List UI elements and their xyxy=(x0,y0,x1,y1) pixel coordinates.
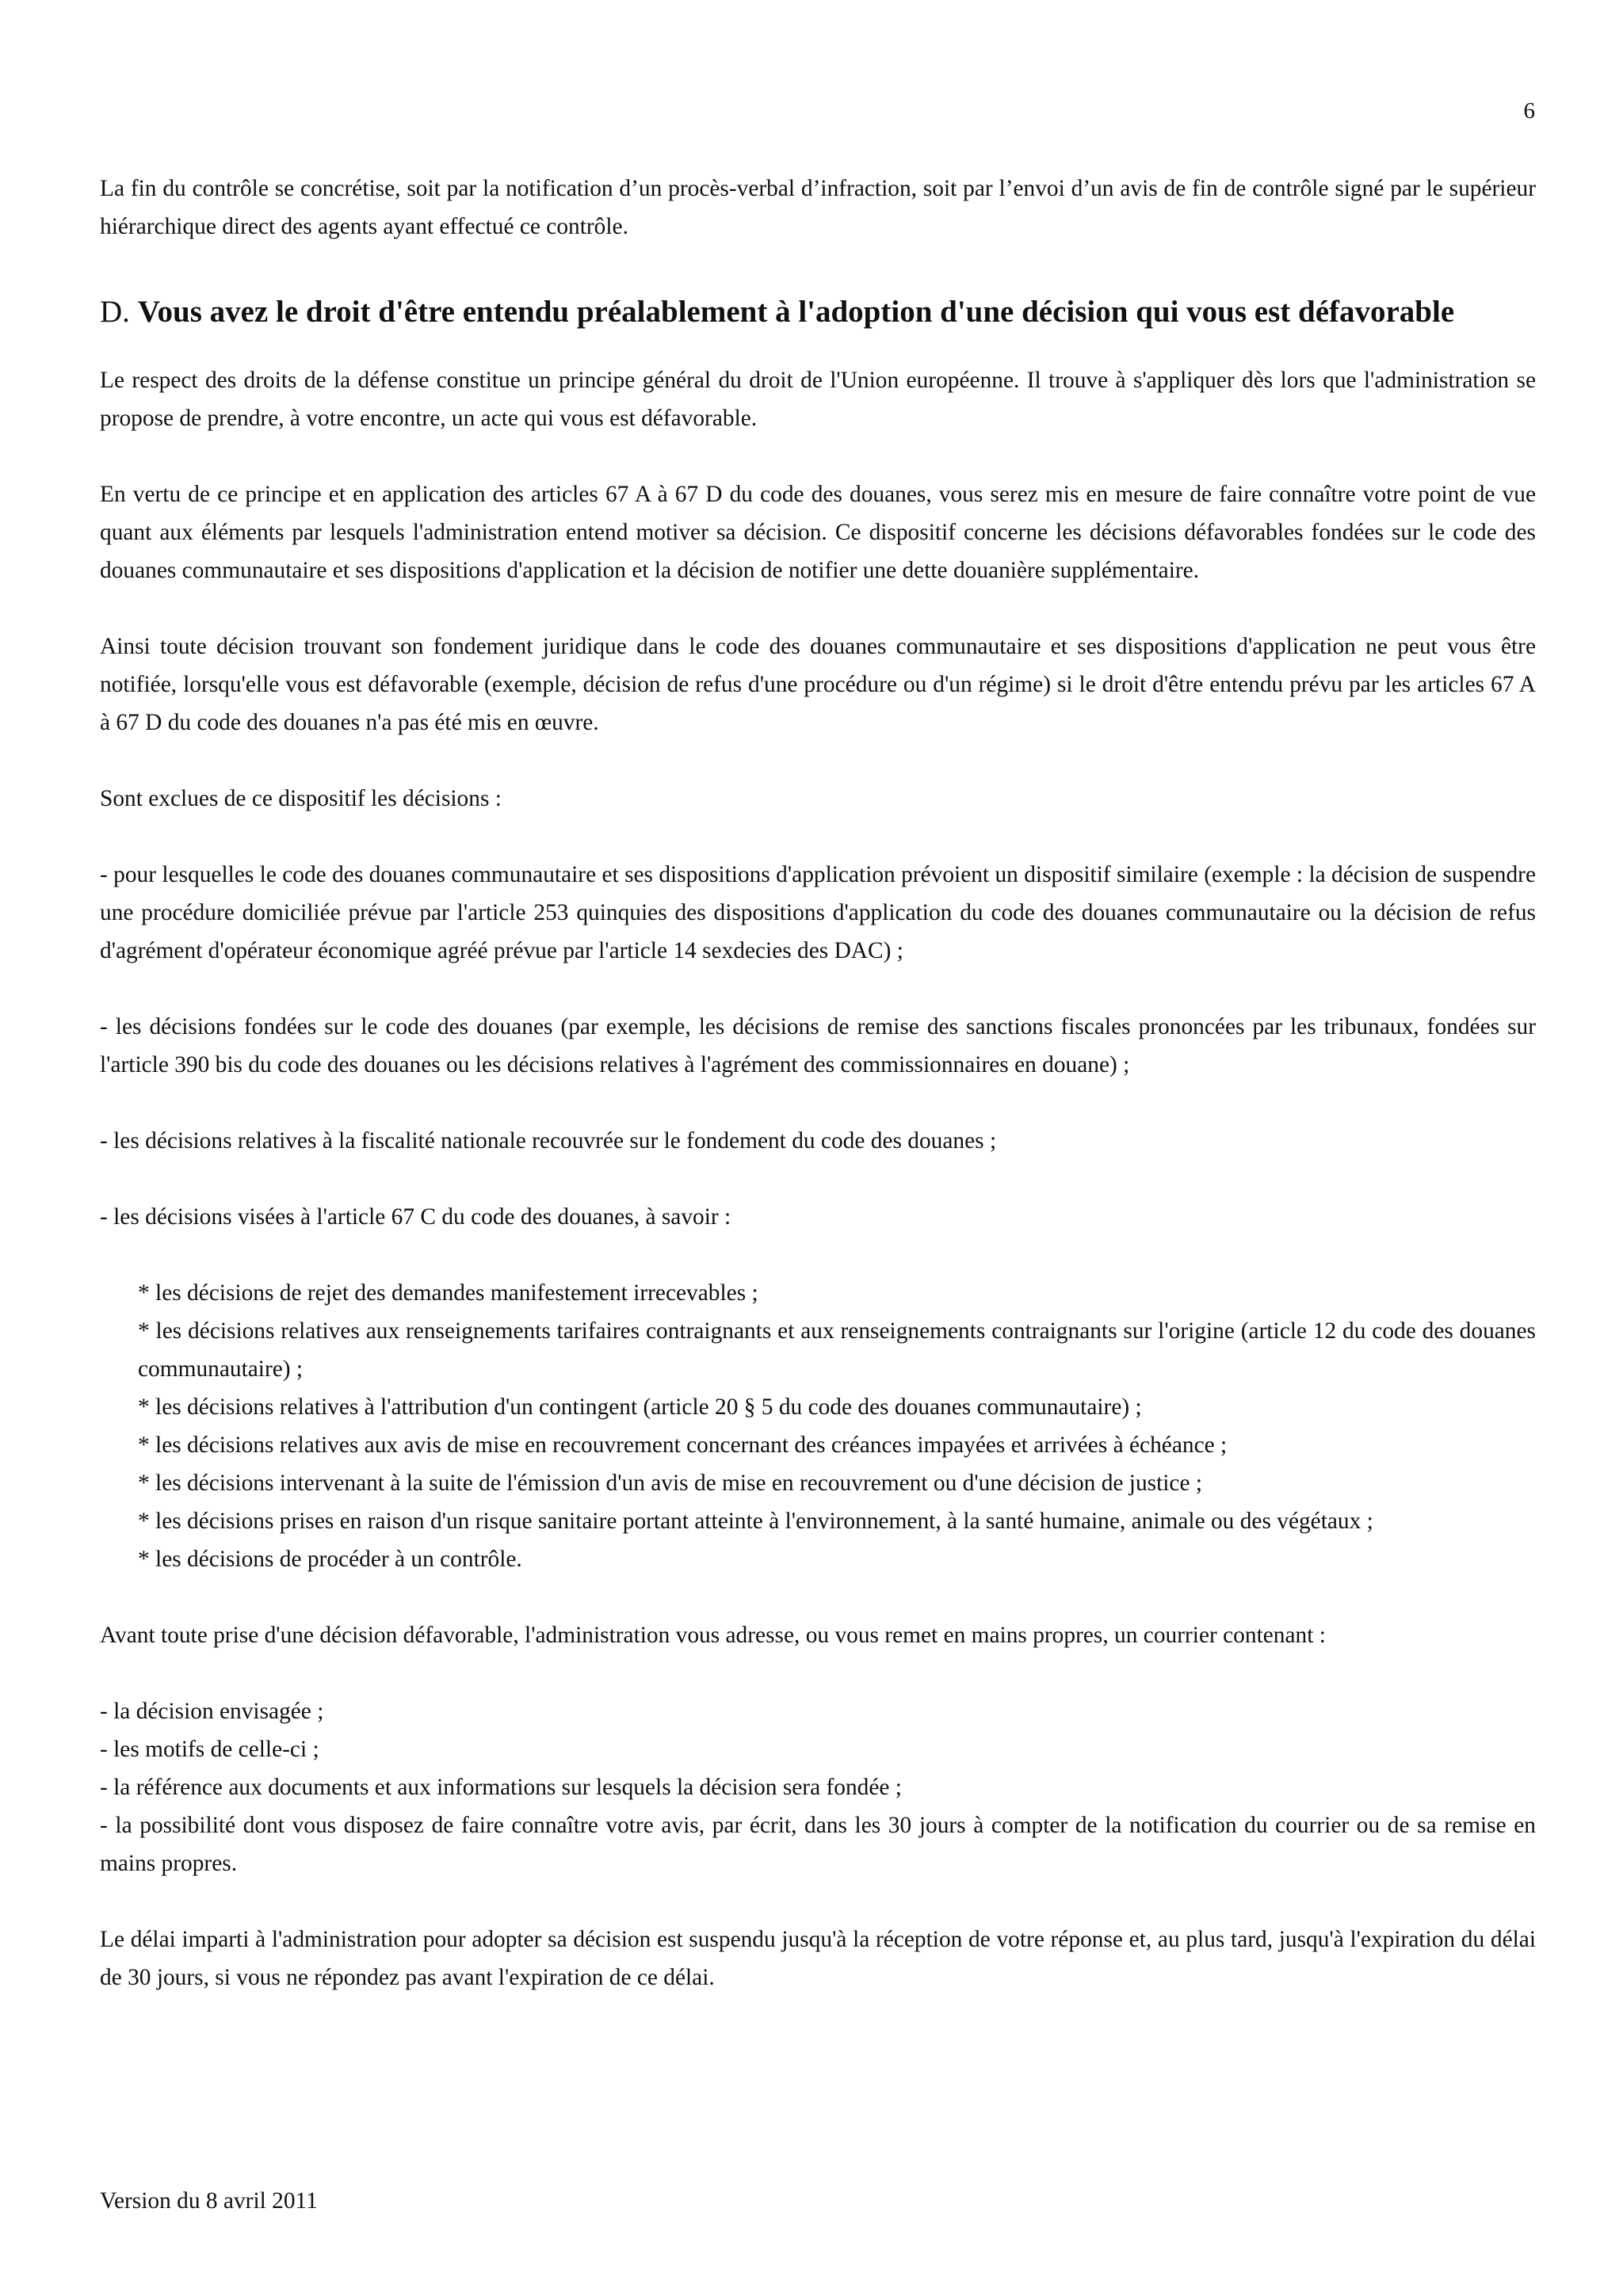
list-item: * les décisions de rejet des demandes manifestement irrecevables ; xyxy=(138,1280,758,1306)
list-item: - la référence aux documents et aux informations sur lesquels la décision sera fondée ; xyxy=(100,1775,902,1800)
list-item: * les décisions prises en raison d'un risque sanitaire portant atteinte à l'environnement, à la santé humaine, animale ou des végétaux ; xyxy=(138,1508,1373,1534)
list-item: - la décision envisagée ; xyxy=(100,1699,324,1724)
exclusion-item: - les décisions fondées sur le code des douanes (par exemple, les décisions de remise des sanctions fiscales prononcées par les tribunaux, fondées sur l'article 390 bis du code des douanes ou les décisions relatives à l'agrément des commissionnaires en douane) ; xyxy=(100,1014,1536,1077)
exclusion-item: - les décisions relatives à la fiscalité nationale recouvrée sur le fondement du code des douanes ; xyxy=(100,1128,997,1154)
list-item: * les décisions relatives aux avis de mise en recouvrement concernant des créances impayées et arrivées à échéance ; xyxy=(138,1432,1228,1458)
closing-paragraph: Le délai imparti à l'administration pour adopter sa décision est suspendu jusqu'à la réception de votre réponse et, au plus tard, jusqu'à l'expiration du délai de 30 jours, si vous ne répondez pas avant l'expiration de ce délai. xyxy=(100,1927,1536,1990)
paragraph-articles-67: En vertu de ce principe et en application des articles 67 A à 67 D du code des douanes, vous serez mis en mesure de faire connaître votre point de vue quant aux éléments par lesquels l'administration entend motiver sa décision. Ce dispositif concerne les décisions défavorables fondées sur le code des douanes communautaire et ses dispositions d'application et la décision de notifier une dette douanière supplémentaire. xyxy=(100,482,1536,583)
exclusion-item: - pour lesquelles le code des douanes communautaire et ses dispositions d'application prévoient un dispositif similaire (exemple : la décision de suspendre une procédure domiciliée prévue par l'article 253 quinquies des dispositions d'application du code des douanes communautaire ou la décision de refus d'agrément d'opérateur économique agréé prévue par l'article 14 sexdecies des DAC) ; xyxy=(100,862,1536,963)
article-67c-list xyxy=(100,1274,1536,1578)
list-item: * les décisions intervenant à la suite de l'émission d'un avis de mise en recouvrement ou d'une décision de justice ; xyxy=(138,1470,1203,1496)
paragraph-exclusions-intro: Sont exclues de ce dispositif les décisions : xyxy=(100,786,502,811)
intro-paragraph: La fin du contrôle se concrétise, soit par la notification d’un procès-verbal d’infraction, soit par l’envoi d’un avis de fin de contrôle signé par le supérieur hiérarchique direct des agents ayant effectué ce contrôle. xyxy=(100,176,1536,239)
list-item: * les décisions relatives à l'attribution d'un contingent (article 20 § 5 du code des douanes communautaire) ; xyxy=(138,1394,1142,1420)
exclusion-item: - les décisions visées à l'article 67 C du code des douanes, à savoir : xyxy=(100,1204,731,1230)
list-item: * les décisions relatives aux renseignements tarifaires contraignants et aux renseignements contraignants sur l'origine (article 12 du code des douanes communautaire) ; xyxy=(138,1318,1536,1382)
footer-version: Version du 8 avril 2011 xyxy=(100,2188,318,2214)
list-item: * les décisions de procéder à un contrôle. xyxy=(138,1547,522,1572)
document-body xyxy=(100,170,1536,1997)
paragraph-courier-intro: Avant toute prise d'une décision défavorable, l'administration vous adresse, ou vous remet en mains propres, un courrier contenant : xyxy=(100,1623,1326,1648)
list-item: - la possibilité dont vous disposez de faire connaître votre avis, par écrit, dans les 30 jours à compter de la notification du courrier ou de sa remise en mains propres. xyxy=(100,1813,1536,1876)
paragraph-notification: Ainsi toute décision trouvant son fondement juridique dans le code des douanes communautaire et ses dispositions d'application ne peut vous être notifiée, lorsqu'elle vous est défavorable (exemple, décision de refus d'une procédure ou d'un régime) si le droit d'être entendu prévu par les articles 67 A à 67 D du code des douanes n'a pas été mis en œuvre. xyxy=(100,634,1536,735)
courier-list xyxy=(100,1692,1536,1882)
section-title: Vous avez le droit d'être entendu préalablement à l'adoption d'une décision qui vous est défavorable xyxy=(137,295,1455,329)
list-item: - les motifs de celle-ci ; xyxy=(100,1737,319,1762)
section-heading xyxy=(100,290,1536,334)
section-letter: D. xyxy=(100,295,130,329)
page-number: 6 xyxy=(1523,98,1535,124)
paragraph-rights-defense: Le respect des droits de la défense constitue un principe général du droit de l'Union européenne. Il trouve à s'appliquer dès lors que l'administration se propose de prendre, à votre encontre, un acte qui vous est défavorable. xyxy=(100,368,1536,431)
